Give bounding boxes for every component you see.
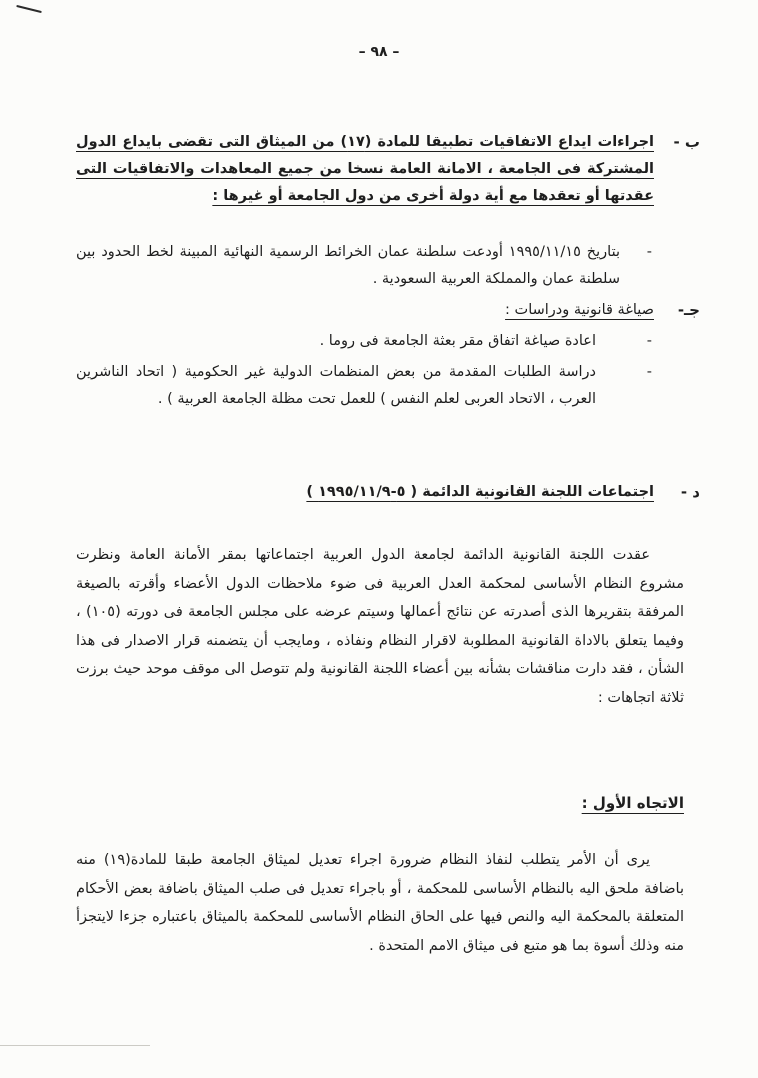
section-b-content	[76, 129, 654, 293]
direction-one-paragraph: يرى أن الأمر يتطلب لنفاذ النظام ضرورة اجراء تعديل لميثاق الجامعة طبقا للمادة(١٩) منه باضافة ملحق اليه بالنظام الأساسى للمحكمة ، أو باجراء تعديل فى صلب الميثاق باضافة بعض الأحكام المتعلقة بالمحكمة اليه والنص فيها على الحاق النظام الأساسى للمحكمة بالميثاق باعتباره جزءا لايتجزأ منه وذلك أسوة بما هو متبع فى ميثاق الامم المتحدة .	[76, 852, 684, 954]
section-dal-content	[76, 479, 654, 506]
dash-bullet: -	[646, 333, 652, 349]
section-jeem-marker: جـ-	[677, 301, 700, 319]
page-number: – ٩٨ –	[358, 44, 400, 60]
scan-artifact-bottom-left	[0, 1045, 150, 1046]
scan-artifact-top-left	[16, 5, 42, 13]
section-jeem-heading: صياغة قانونية ودراسات :	[505, 302, 654, 318]
section-b-marker: ب -	[673, 133, 700, 151]
section-b-heading: اجراءات ايداع الاتفاقيات تطبيقا للمادة (١٧) من الميثاق التى تقضى بايداع الدول المشتركة فى الجامعة ، الامانة العامة نسخا من جميع المعاهدات والاتفاقيات التى عقدتها أو تعقدها مع أية دولة أخرى من دول الجامعة أو غيرها :	[76, 134, 654, 204]
section-jeem-content	[76, 297, 654, 413]
section-jeem-item-1-text: اعادة صياغة اتفاق مقر بعثة الجامعة فى روما .	[319, 333, 596, 349]
committee-meetings-paragraph: عقدت اللجنة القانونية الدائمة لجامعة الدول العربية اجتماعاتها بمقر الأمانة العامة ونظرت مشروع النظام الأساسى لمحكمة العدل العربية فى ضوء ملاحظات الدول الأعضاء وأقرته بالصيغة المرفقة بتقريرها الذى أصدرته عن نتائج أعمالها وسيتم عرضه على مجلس الجامعة فى دورته (١٠٥) ، وفيما يتعلق بالاداة القانونية المطلوبة لاقرار النظام ونفاذه ، ومايجب أن يتضمنه قرار الاصدار فى هذا الشأن ، فقد دارت مناقشات بشأنه بين أعضاء اللجنة القانونية ولم تتوصل الى موقف موحد حيث برزت ثلاثة اتجاهات :	[76, 547, 685, 706]
section-b-item-text: بتاريخ ١٩٩٥/١١/١٥ أودعت سلطنة عمان الخرائط الرسمية النهائية المبينة لخط الحدود بين سلطنة عمان والمملكة العربية السعودية .	[76, 244, 620, 287]
section-jeem-item-2-text: دراسة الطلبات المقدمة من بعض المنظمات الدولية غير الحكومية ( اتحاد الناشرين العرب ، الاتحاد العربى لعلم النفس ) للعمل تحت مظلة الجامعة العربية ) .	[76, 364, 596, 407]
dash-bullet: -	[646, 364, 652, 380]
section-dal-heading: اجتماعات اللجنة القانونية الدائمة ( ٥-١٩٩٥/١١/٩ )	[306, 484, 654, 500]
section-jeem	[76, 297, 700, 413]
section-b-item	[76, 239, 654, 293]
section-jeem-item-2	[76, 359, 654, 413]
section-b	[76, 129, 700, 293]
section-jeem-item-1	[76, 328, 654, 355]
section-dal	[76, 479, 700, 506]
section-dal-marker: د -	[680, 483, 700, 501]
dash-bullet: -	[646, 244, 652, 260]
direction-one-heading: الاتجاه الأول :	[581, 794, 684, 812]
